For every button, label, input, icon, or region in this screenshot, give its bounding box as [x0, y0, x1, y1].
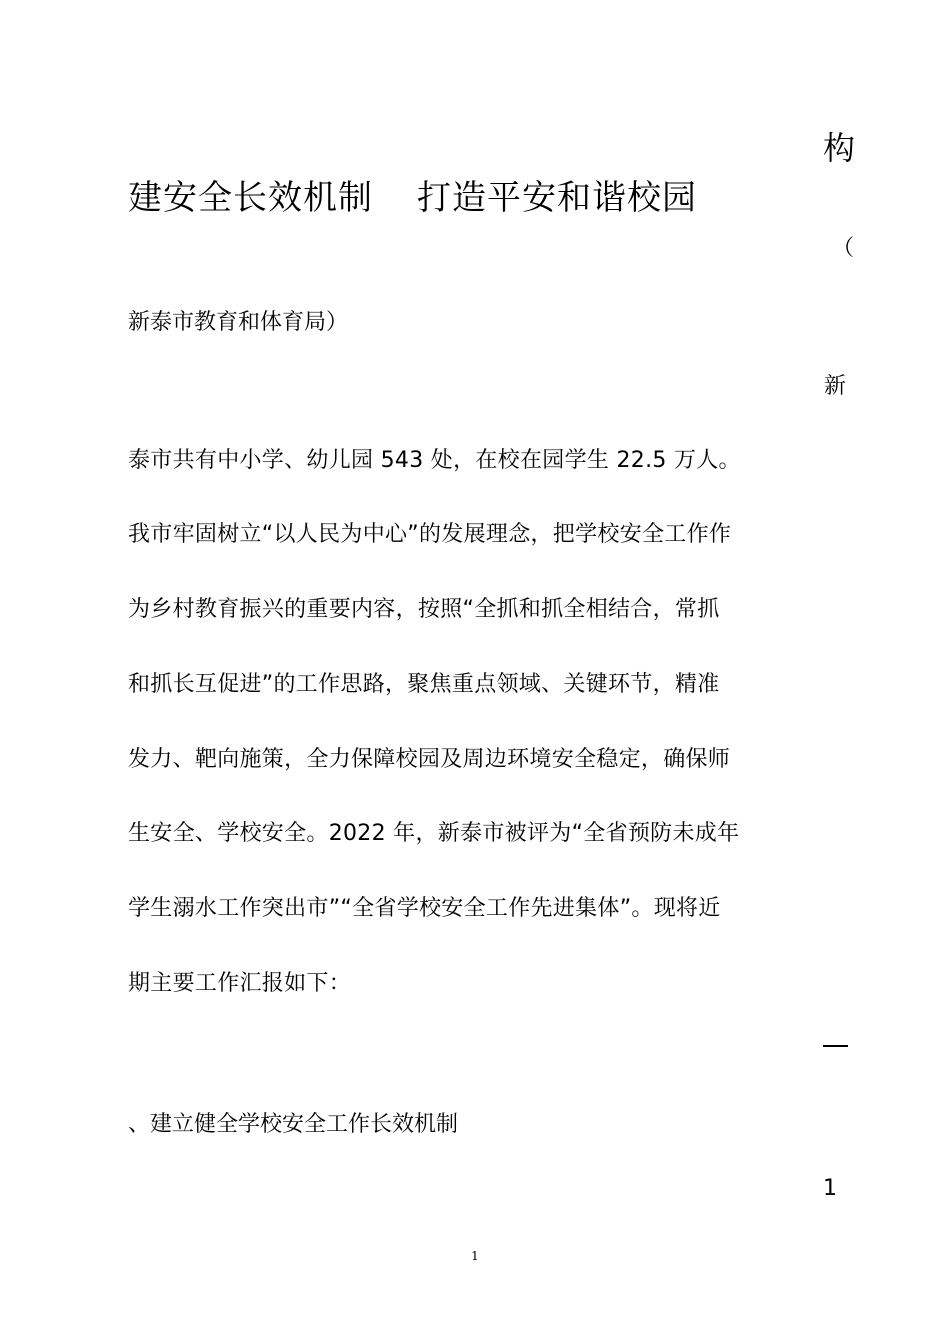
- body-line: 为乡村教育振兴的重要内容，按照“全抓和抓全相结合，常抓: [128, 597, 720, 622]
- body-line: 发力、靶向施策，全力保障校园及周边环境安全稳定，确保师: [128, 747, 731, 772]
- title-part-2: 打造平安和谐校园: [417, 178, 697, 218]
- author-line: 新泰市教育和体育局）: [128, 310, 349, 335]
- subsection-number: 1: [823, 1176, 837, 1201]
- section-number-text: [823, 1031, 845, 1053]
- author-open-paren: （: [832, 236, 855, 261]
- body-line: 泰市共有中小学、幼儿园 543 处，在校在园学生 22.5 万人。: [128, 448, 741, 473]
- title-first-char: 构: [823, 129, 856, 167]
- body-line: 我市牢固树立“以人民为中心”的发展理念，把学校安全工作作: [128, 522, 732, 547]
- title-part-1: 建安全长效机制: [128, 178, 373, 218]
- body-line: 和抓长互促进”的工作思路，聚焦重点领域、关键环节，精准: [128, 672, 720, 697]
- page-number: 1: [471, 1249, 479, 1263]
- paragraph-first-char: 新: [824, 374, 847, 399]
- body-line: 期主要工作汇报如下：: [128, 971, 352, 996]
- section-number: [823, 1045, 848, 1047]
- body-line: 学生溺水工作突出市”“全省学校安全工作先进集体”。现将近: [128, 896, 721, 921]
- section-heading: 、建立健全学校安全工作长效机制: [128, 1112, 459, 1137]
- body-line: 生安全、学校安全。2022 年，新泰市被评为“全省预防未成年: [128, 821, 740, 846]
- page-title: [128, 178, 697, 218]
